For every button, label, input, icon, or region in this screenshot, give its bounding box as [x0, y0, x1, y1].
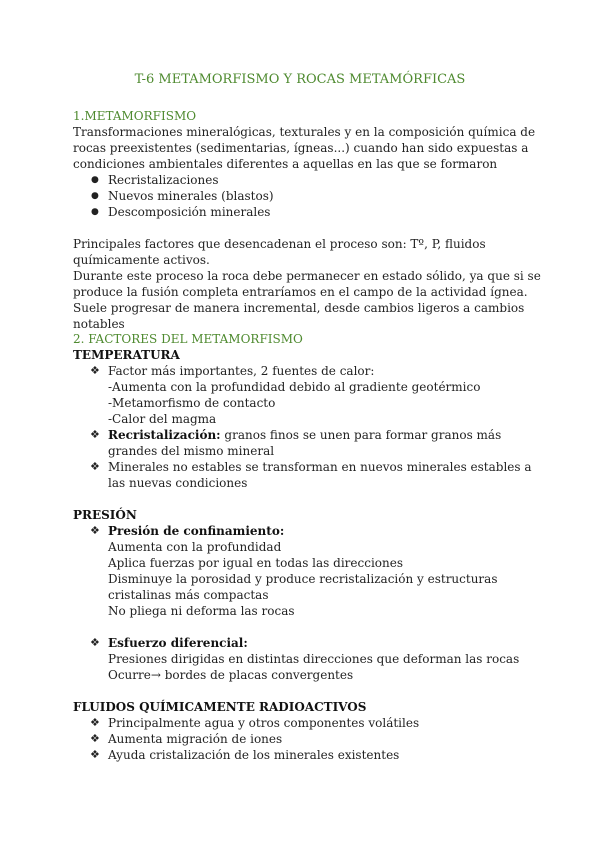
- diamond-bullet-icon: ❖: [90, 748, 100, 761]
- list-item: ❖ Principalmente agua y otros componentes volátiles: [90, 716, 420, 730]
- subheading-temperatura: TEMPERATURA: [73, 348, 180, 362]
- diamond-bullet-icon: ❖: [90, 364, 100, 377]
- presion-list: [73, 523, 548, 683]
- paragraph-definition: Transformaciones mineralógicas, texturales y en la composición química de rocas preexistentes (sedimentarias, ígneas...) cuando han sido expuestas a condiciones ambientales diferentes a aquellas en las que se formaron: [73, 125, 536, 171]
- section-heading: 1.METAMORFISMO: [73, 109, 197, 123]
- paragraph-factors: Principales factores que desencadenan el proceso son: Tº, P, fluidos químicamente activos.: [73, 237, 486, 267]
- bullet-icon: ●: [91, 207, 99, 217]
- diamond-bullet-icon: ❖: [90, 524, 100, 537]
- list-item: ● Descomposición minerales: [91, 205, 271, 219]
- section-metamorfismo: [73, 108, 548, 332]
- temperatura-list: [73, 363, 548, 491]
- diamond-bullet-icon: ❖: [90, 460, 100, 473]
- subheading-fluidos: FLUIDOS QUÍMICAMENTE RADIOACTIVOS: [73, 700, 367, 714]
- list-item: ❖ Esfuerzo diferencial: Presiones dirigidas en distintas direcciones que deforman las rocas Ocurre→ bordes de placas convergentes: [90, 636, 520, 682]
- paragraph-solid-state: Durante este proceso la roca debe permanecer en estado sólido, ya que si se produce la fusión completa entraríamos en el campo de la actividad ígnea.: [73, 269, 541, 299]
- list-item: ❖ Minerales no estables se transforman en nuevos minerales estables a las nuevas condiciones: [90, 460, 532, 490]
- bullet-icon: ●: [91, 191, 99, 201]
- list-item: ❖ Recristalización: granos finos se unen para formar granos más grandes del mismo mineral: [90, 428, 502, 458]
- bullet-icon: ●: [91, 175, 99, 185]
- list-item: ● Nuevos minerales (blastos): [91, 189, 274, 203]
- subheading-presion: PRESIÓN: [73, 508, 137, 522]
- diamond-bullet-icon: ❖: [90, 636, 100, 649]
- list-item: ❖ Ayuda cristalización de los minerales existentes: [90, 748, 400, 762]
- bullet-list: [73, 172, 548, 220]
- fluidos-list: [73, 715, 548, 763]
- document-title: T-6 METAMORFISMO Y ROCAS METAMÓRFICAS: [134, 72, 466, 87]
- section-heading: 2. FACTORES DEL METAMORFISMO: [73, 332, 303, 346]
- diamond-bullet-icon: ❖: [90, 428, 100, 441]
- diamond-bullet-icon: ❖: [90, 716, 100, 729]
- section-factores: [73, 331, 548, 763]
- paragraph-progression: Suele progresar de manera incremental, desde cambios ligeros a cambios notables: [73, 301, 525, 331]
- diamond-bullet-icon: ❖: [90, 732, 100, 745]
- list-item: ● Recristalizaciones: [91, 173, 219, 187]
- list-item: ❖ Factor más importantes, 2 fuentes de calor: -Aumenta con la profundidad debido al gradiente geotérmico -Metamorfismo de contacto -Calor del magma: [90, 364, 481, 426]
- list-item: ❖ Aumenta migración de iones: [90, 732, 283, 746]
- list-item: ❖ Presión de confinamiento: Aumenta con la profundidad Aplica fuerzas por igual en todas las direcciones Disminuye la porosidad y produce recristalización y estructuras cristalinas más compactas No pliega ni deforma las rocas: [90, 524, 498, 618]
